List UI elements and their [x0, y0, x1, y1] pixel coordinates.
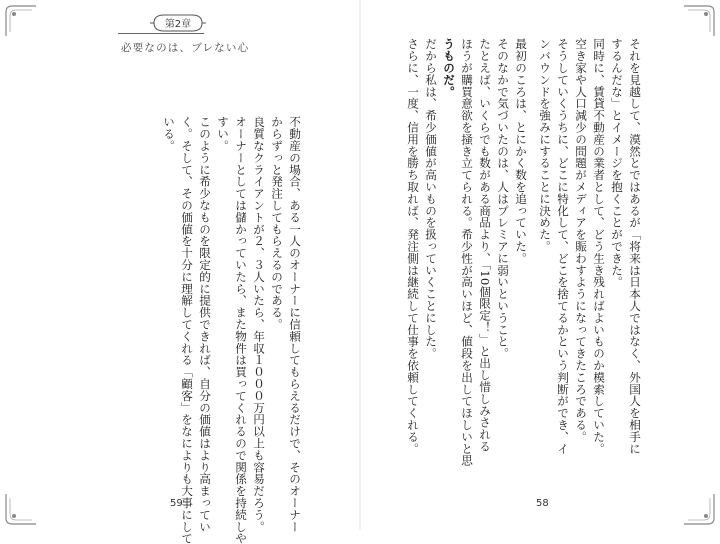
text-column: それを見越して、漠然とではあるが「将来は日本人ではなく、外国人を相手に	[628, 38, 642, 455]
text-column: そうしていくうちに、どこに特化して、どこを捨てるかという判断ができ、イ	[556, 38, 570, 455]
text-column: 不動産の場合、ある一人のオーナーに信頼してもらえるだけで、そのオーナー	[288, 116, 302, 533]
text-column: 同時に、賃貸不動産の業者として、どう生き残ればよいものか模索していた。	[592, 38, 606, 455]
corner-ornament-icon	[682, 492, 716, 526]
text-column: ンバウンドを強みにすることに決めた。	[538, 38, 552, 253]
text-column: さらに、一度、信用を勝ち取れば、発注側は継続して仕事を依頼してくれる。	[406, 38, 420, 455]
page-number-right: 58	[536, 498, 549, 509]
text-column: だから私は、希少価値が高いものを扱っていくことにした。	[424, 38, 438, 360]
page-gutter	[359, 0, 361, 530]
text-column: 最初のころは、とにかく数を追っていた。	[514, 38, 528, 265]
chapter-number: 第2章	[164, 19, 192, 30]
text-column: たとえば、いくらでも数がある商品より、「10個限定！」と出し惜しみされる	[478, 38, 492, 453]
text-column-bold: うものだ。	[442, 38, 456, 98]
chapter-badge	[150, 12, 206, 34]
text-column: するんだな」とイメージを抱くことができた。	[610, 38, 624, 288]
corner-ornament-icon	[4, 492, 38, 526]
text-column: く。そして、その価値を十分に理解してくれる「顧客」をなによりも大事にして	[180, 116, 194, 544]
text-column: そのなかで気づいたのは、人はプレミアに弱いということ。	[496, 38, 510, 360]
header-rule	[118, 33, 204, 34]
text-column: からずっと発注してもらえるのである。	[270, 116, 284, 331]
page-number-left: 59	[170, 498, 183, 509]
text-column: 空き家や人口減少の問題がメディアを賑わすようになってきたころである。	[574, 38, 588, 443]
corner-ornament-icon	[4, 4, 38, 38]
corner-ornament-icon	[682, 4, 716, 38]
text-column: すい。	[216, 116, 230, 152]
text-column: いる。	[162, 116, 176, 152]
text-column: オーナーとしては儲かっていたら、また物件は買ってくれるので関係を持続しや	[234, 116, 248, 544]
text-column: このように希少なものを限定的に提供できれば、自分の価値はより高まってい	[198, 116, 212, 533]
text-column: ほうが購買意欲を掻き立てられる。希少性が高いほど、値段を出してほしいと思	[460, 38, 474, 467]
chapter-subtitle: 必要なのは、ブレない心	[121, 42, 250, 54]
text-column: 良質なクライアントが２、３人いたら、年収１０００万円以上も容易だろう。	[252, 116, 266, 533]
